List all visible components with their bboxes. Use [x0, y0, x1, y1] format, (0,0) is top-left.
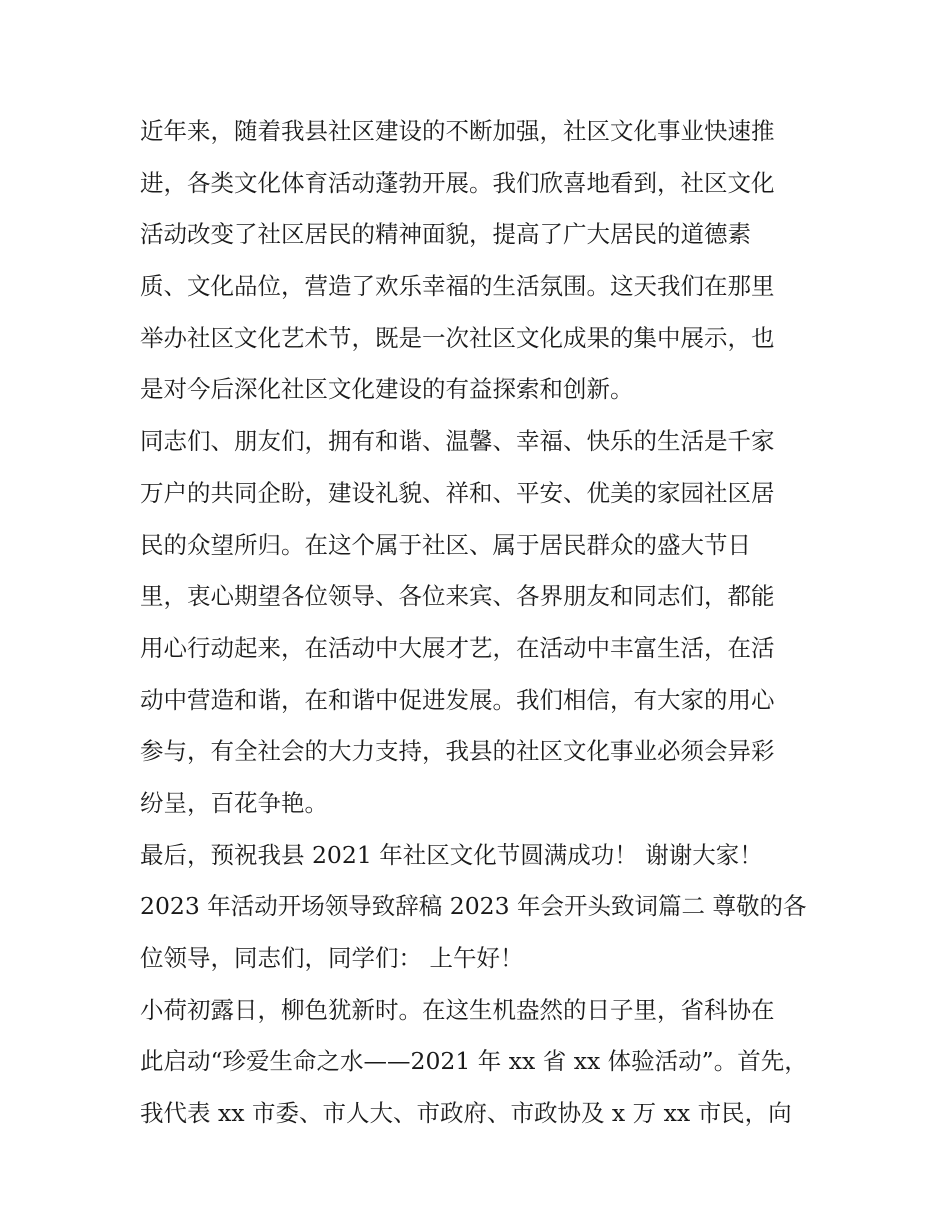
- text-line: 参与，有全社会的大力支持，我县的社区文化事业必须会异彩: [140, 737, 775, 766]
- text-line: 此启动“珍爱生命之水——2021 年 xx 省 xx 体验活动”。首先，: [140, 1047, 808, 1076]
- text-line: 民的众望所归。在这个属于社区、属于居民群众的盛大节日: [140, 530, 751, 559]
- text-line: 纷呈，百花争艳。: [140, 788, 328, 817]
- text-line: 小荷初露日，柳色犹新时。在这生机盎然的日子里，省科协在: [140, 995, 775, 1024]
- text-line: 2023 年活动开场领导致辞稿 2023 年会开头致词篇二 尊敬的各: [140, 892, 807, 921]
- text-line: 进，各类文化体育活动蓬勃开展。我们欣喜地看到，社区文化: [140, 168, 775, 197]
- text-line: 位领导，同志们，同学们： 上午好！: [140, 944, 524, 972]
- text-line: 举办社区文化艺术节，既是一次社区文化成果的集中展示，也: [140, 323, 775, 352]
- text-line: 同志们、朋友们，拥有和谐、温馨、幸福、快乐的生活是千家: [140, 427, 775, 456]
- text-line: 质、文化品位，营造了欢乐幸福的生活氛围。这天我们在那里: [140, 272, 775, 301]
- text-line: 里，衷心期望各位领导、各位来宾、各界朋友和同志们，都能: [140, 582, 775, 611]
- text-line: 用心行动起来，在活动中大展才艺，在活动中丰富生活，在活: [140, 633, 775, 662]
- text-line: 近年来，随着我县社区建设的不断加强，社区文化事业快速推: [140, 117, 775, 145]
- text-line: 是对今后深化社区文化建设的有益探索和创新。: [140, 375, 634, 404]
- text-line: 动中营造和谐，在和谐中促进发展。我们相信，有大家的用心: [140, 685, 775, 714]
- text-line: 万户的共同企盼，建设礼貌、祥和、平安、优美的家园社区居: [140, 478, 775, 507]
- body-text: [140, 106, 820, 1140]
- text-line: 我代表 xx 市委、市人大、市政府、市政协及 x 万 xx 市民，向: [140, 1099, 792, 1128]
- text-line: 最后，预祝我县 2021 年社区文化节圆满成功！ 谢谢大家！: [140, 840, 763, 869]
- text-line: 活动改变了社区居民的精神面貌，提高了广大居民的道德素: [140, 220, 751, 249]
